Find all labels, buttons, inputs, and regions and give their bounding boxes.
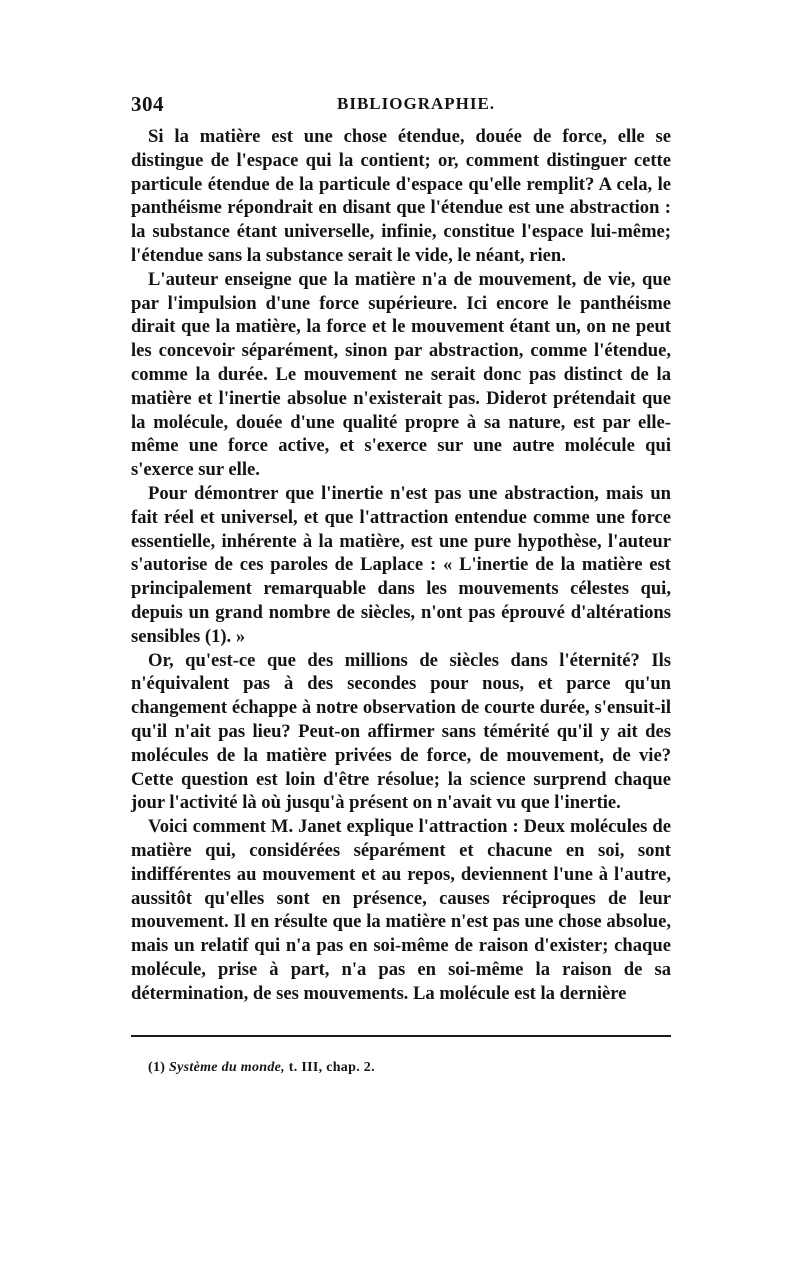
running-head — [131, 92, 671, 116]
footnote-marker: (1) — [148, 1060, 166, 1075]
paragraph-4: Or, qu'est-ce que des millions de siècles dans l'éternité? Ils n'équivalent pas à des secondes pour nous, et parce qu'un changement échappe à notre observation de courte durée, s'ensuit-il qu'il n'ait pas lieu? Peut-on affirmer sans témérité qu'il y ait des molécules de la matière privées de force, de mouvement, de vie? Cette question est loin d'être résolue; la science surprend chaque jour l'activité là où jusqu'à présent on n'avait vu que l'inertie. — [131, 649, 671, 814]
page-number: 304 — [131, 92, 164, 116]
footnote — [148, 1060, 375, 1076]
footnote-divider — [131, 1035, 671, 1037]
paragraph-1: Si la matière est une chose étendue, douée de force, elle se distingue de l'espace qui la contient; or, comment distinguer cette particule étendue de la particule d'espace qu'elle remplit? A cela, le panthéisme répondrait en disant que l'étendue est une abstraction : la substance étant universelle, infinie, constitue l'espace lui-même; l'étendue sans la substance serait le vide, le néant, rien. — [131, 126, 671, 266]
running-title: BIBLIOGRAPHIE. — [337, 94, 496, 113]
footnote-reference: t. III, chap. 2. — [288, 1060, 375, 1075]
body-text — [131, 125, 671, 1005]
paragraph-5: Voici comment M. Janet explique l'attraction : Deux molécules de matière qui, considérées séparément et chacune en soi, sont indifférentes au mouvement et au repos, deviennent l'une à l'autre, aussitôt qu'elles sont en présence, causes réciproques de leur mouvement. Il en résulte que la matière n'est pas une chose absolue, mais un relatif qui n'a pas en soi-même de raison d'exister; chaque molécule, prise à part, n'a pas en soi-même la raison de sa détermination, de ses mouvements. La molécule est la dernière — [131, 816, 671, 1004]
footnote-title: Système du monde, — [169, 1060, 285, 1075]
paragraph-2: L'auteur enseigne que la matière n'a de mouvement, de vie, que par l'impulsion d'une force supérieure. Ici encore le panthéisme dirait que la matière, la force et le mouvement étant un, on ne peut les concevoir séparément, sinon par abstraction, comme l'étendue, comme la durée. Le mouvement ne serait donc pas distinct de la matière et l'inertie absolue n'existerait pas. Diderot prétendait que la molécule, douée d'une qualité propre à sa nature, est par elle-même une force active, et s'exerce sur une autre molécule qui s'exerce sur elle. — [131, 268, 671, 481]
paragraph-3: Pour démontrer que l'inertie n'est pas une abstraction, mais un fait réel et universel, et que l'attraction entendue comme une force essentielle, inhérente à la matière, est une pure hypothèse, l'auteur s'autorise de ces paroles de Laplace : « L'inertie de la matière est principalement remarquable dans les mouvements célestes qui, depuis un grand nombre de siècles, n'ont pas éprouvé d'altérations sensibles (1). » — [131, 482, 671, 647]
